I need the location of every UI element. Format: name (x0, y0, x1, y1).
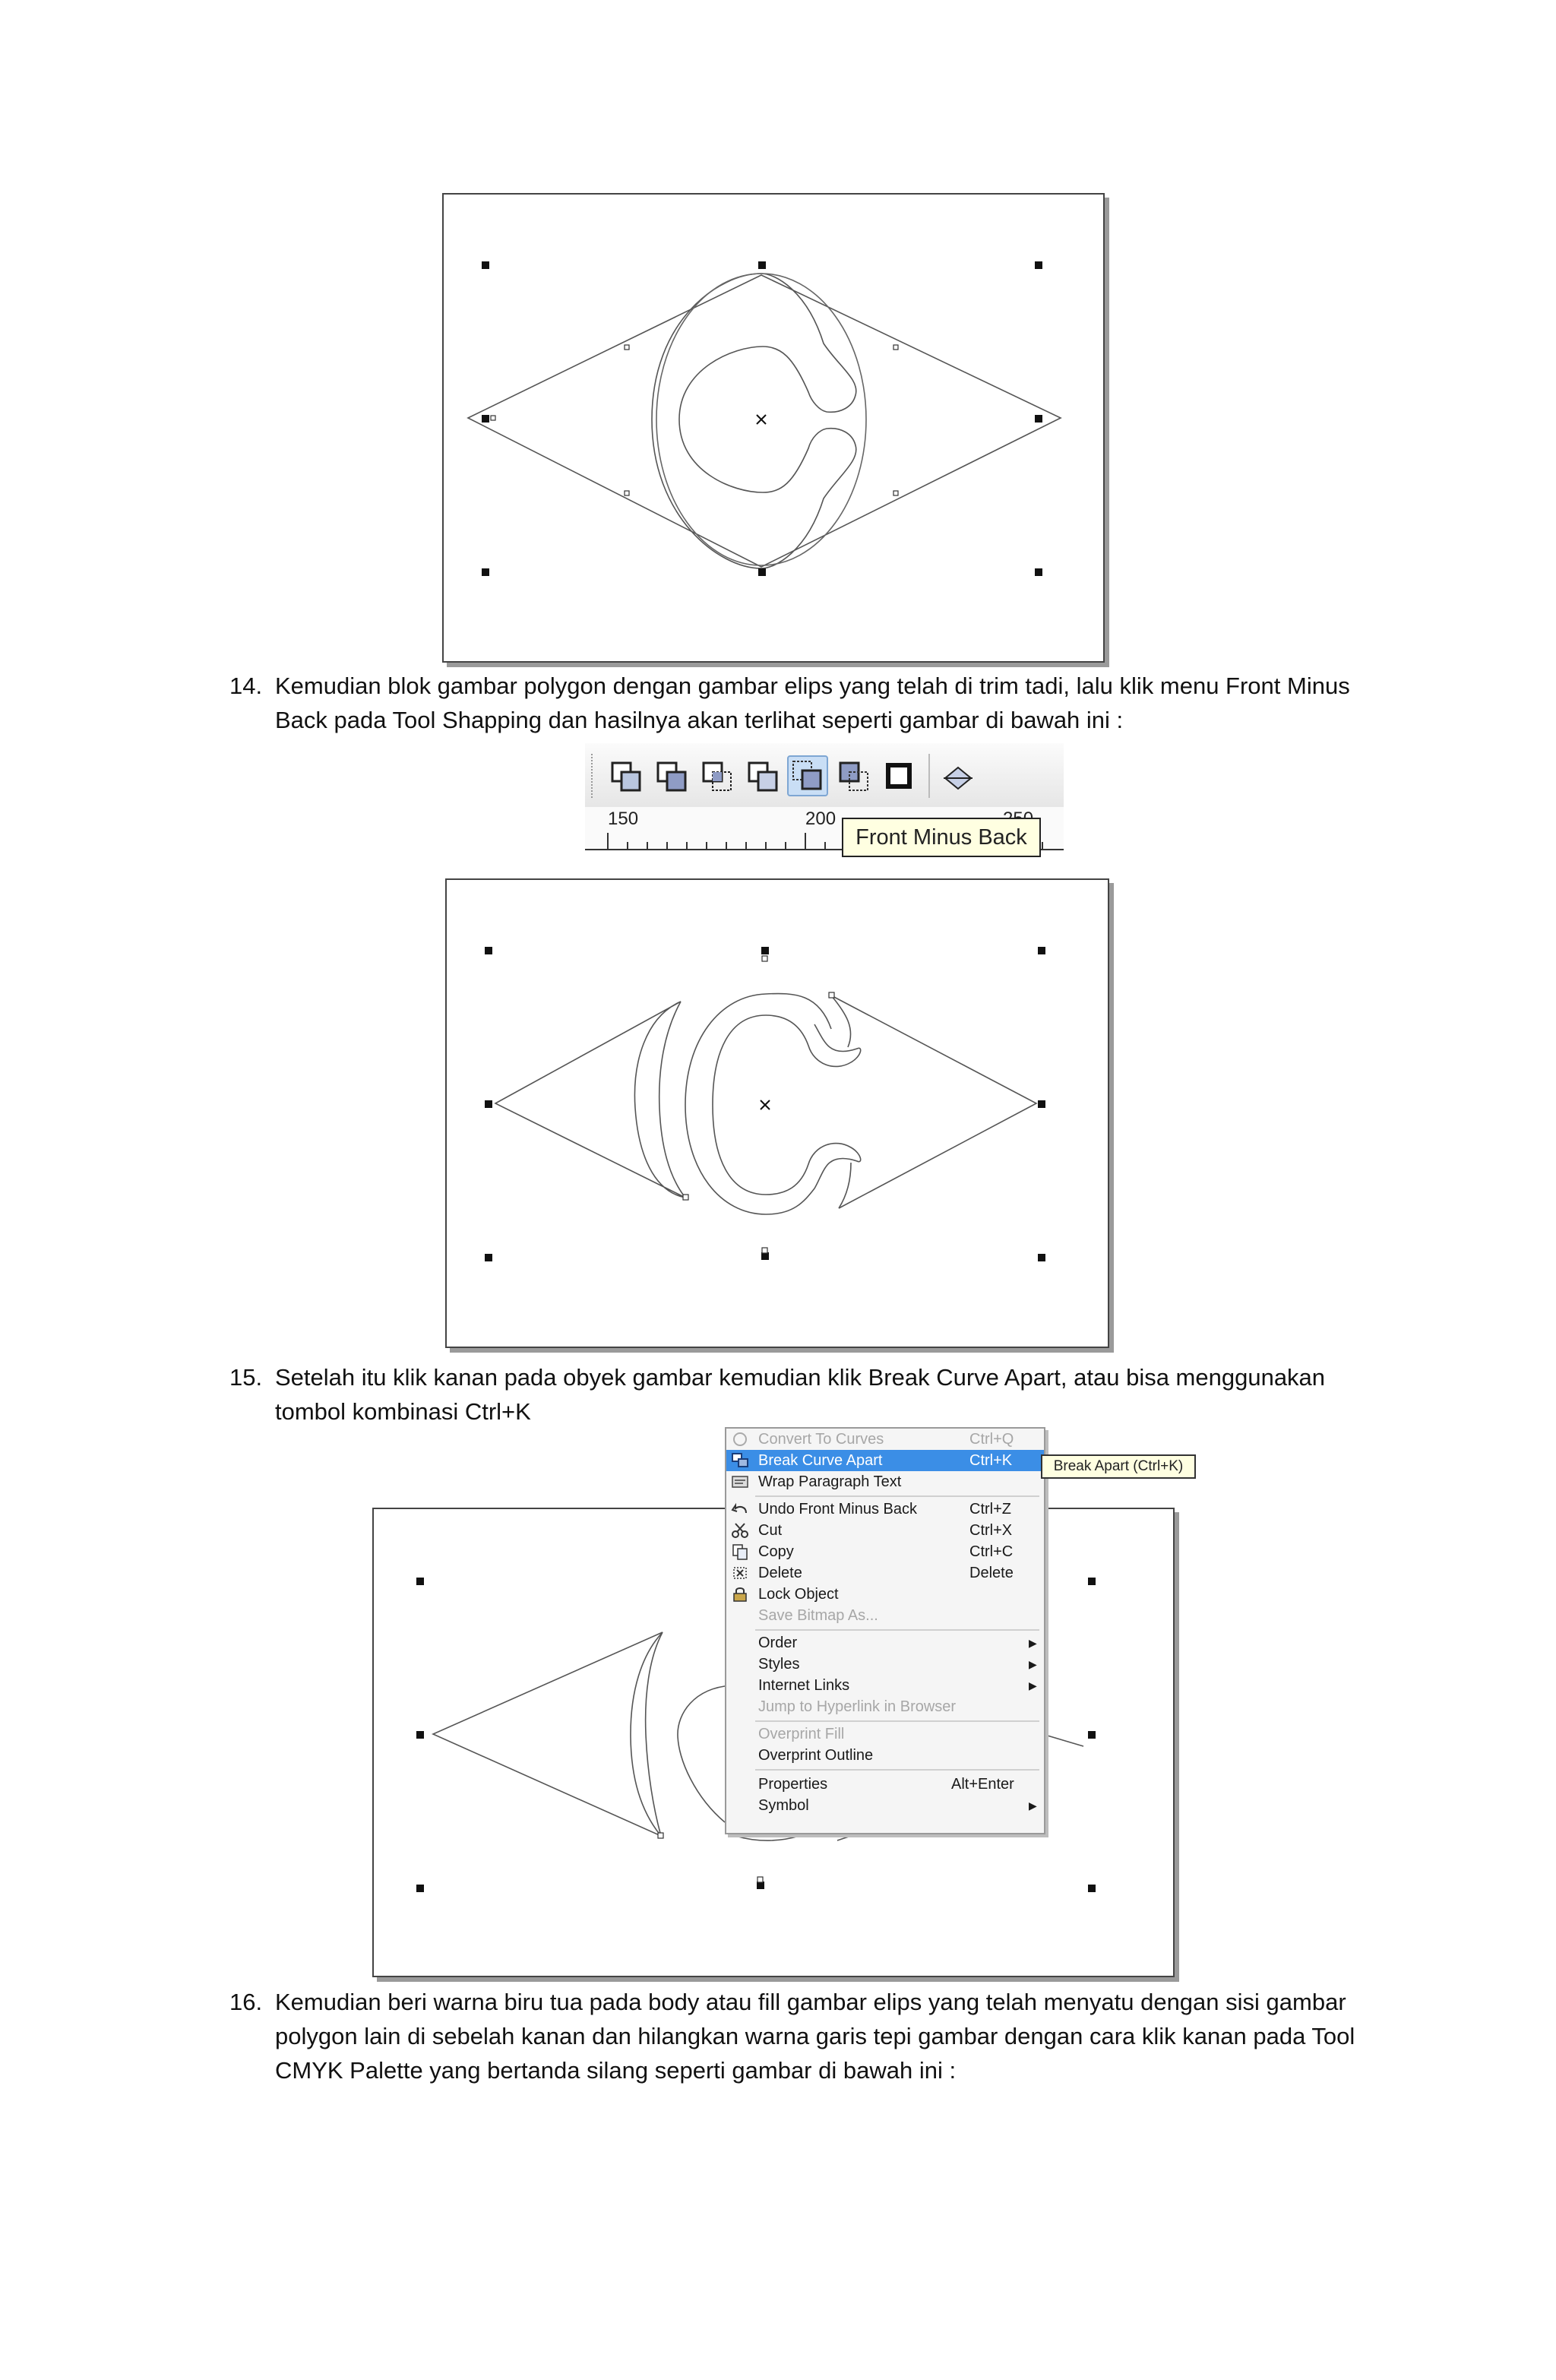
step-text: Kemudian beri warna biru tua pada body atau fill gambar elips yang telah menyatu dengan sisi gambar polygon lain di sebelah kanan dan hilangkan warna garis tepi gambar dengan cara klik kanan pada Tool CMYK Palette yang bertanda silang seperti gambar di bawah ini : (275, 1989, 1355, 2084)
shaping-docker-icon[interactable] (939, 757, 977, 795)
toolbar-grip[interactable] (591, 754, 597, 798)
left-inner-curve (646, 1632, 663, 1836)
drawing-canvas (444, 195, 1103, 661)
ruler-label: 150 (608, 809, 639, 829)
menu-item-properties[interactable]: Properties Alt+Enter (758, 1776, 1014, 1793)
menu-item-wrap-paragraph-text[interactable]: Wrap Paragraph Text (726, 1471, 1044, 1492)
right-upper-curve (831, 995, 851, 1047)
trim-icon[interactable] (652, 757, 690, 795)
back-minus-front-icon[interactable] (834, 757, 872, 795)
node-points[interactable] (683, 956, 834, 1253)
c-shape[interactable] (685, 994, 861, 1214)
weld-icon[interactable] (606, 757, 644, 795)
step-14 (229, 669, 1415, 739)
menu-item-overprint-outline[interactable]: Overprint Outline (758, 1747, 874, 1764)
break-apart-icon (731, 1452, 749, 1469)
menu-item-overprint-fill[interactable]: Overprint Fill (758, 1726, 845, 1742)
break-apart-tooltip: Break Apart (Ctrl+K) (1041, 1454, 1196, 1479)
node-points[interactable] (658, 1833, 763, 1882)
step-text: Setelah itu klik kanan pada obyek gambar kemudian klik Break Curve Apart, atau bisa menggunakan tombol kombinasi Ctrl+K (275, 1364, 1326, 1425)
toolbar-separator (928, 754, 930, 798)
menu-item-save-bitmap-as[interactable]: Save Bitmap As... (758, 1607, 878, 1624)
right-lower-curve (839, 1163, 851, 1208)
context-menu[interactable] (725, 1427, 1045, 1834)
figure-front-minus-back-result (445, 878, 1109, 1348)
step-number: 14. (229, 673, 263, 699)
node-points[interactable] (491, 345, 898, 495)
submenu-arrow-icon: ▶ (1029, 1637, 1037, 1649)
center-mark (757, 415, 766, 424)
left-polygon-part[interactable] (495, 1002, 685, 1198)
copy-icon (731, 1543, 749, 1560)
step-text: Kemudian blok gambar polygon dengan gambar elips yang telah di trim tadi, lalu klik menu Front Minus Back pada Tool Shapping dan hasilnya akan terlihat seperti gambar di bawah ini : (275, 673, 1350, 733)
undo-icon (731, 1501, 749, 1518)
menu-separator (755, 1720, 1039, 1722)
menu-item-symbol[interactable]: Symbol ▶ (726, 1795, 1044, 1816)
wrap-text-icon (731, 1473, 749, 1490)
center-mark (761, 1100, 770, 1109)
toolbar-strip (585, 743, 1064, 808)
menu-separator (755, 1629, 1039, 1631)
drawing-canvas (447, 880, 1108, 1347)
menu-item-convert-to-curves[interactable]: Convert To Curves Ctrl+Q (726, 1429, 1044, 1450)
convert-curves-icon (731, 1431, 749, 1448)
menu-item-jump-to-hyperlink[interactable]: Jump to Hyperlink in Browser (758, 1698, 957, 1715)
front-minus-back-icon[interactable] (787, 755, 828, 796)
right-polygon-part[interactable] (1042, 1734, 1083, 1746)
menu-item-delete[interactable]: Delete Delete (726, 1562, 1044, 1584)
menu-item-break-curve-apart[interactable]: Break Curve Apart Ctrl+K (726, 1450, 1044, 1471)
polygon-shape[interactable] (468, 275, 1061, 567)
menu-separator (755, 1495, 1039, 1497)
figure-ellipse-polygon-selected (442, 193, 1105, 663)
menu-item-cut[interactable]: Cut Ctrl+X (726, 1520, 1044, 1541)
c-shape[interactable] (652, 274, 856, 568)
intersect-icon[interactable] (697, 757, 735, 795)
delete-icon (731, 1565, 749, 1581)
submenu-arrow-icon: ▶ (1029, 1679, 1037, 1692)
menu-item-order[interactable]: Order ▶ (726, 1632, 1044, 1654)
left-polygon-part[interactable] (433, 1632, 663, 1836)
menu-item-internet-links[interactable]: Internet Links ▶ (726, 1675, 1044, 1696)
menu-item-styles[interactable]: Styles ▶ (726, 1654, 1044, 1675)
menu-item-undo[interactable]: Undo Front Minus Back Ctrl+Z (726, 1499, 1044, 1520)
simplify-icon[interactable] (743, 757, 781, 795)
submenu-arrow-icon: ▶ (1029, 1658, 1037, 1670)
lock-icon (731, 1586, 749, 1603)
right-polygon-part[interactable] (831, 995, 1036, 1208)
menu-separator (755, 1769, 1039, 1771)
step-15 (229, 1360, 1415, 1430)
ruler-label: 200 (805, 809, 837, 829)
boundary-icon[interactable] (880, 757, 918, 795)
step-number: 16. (229, 1989, 263, 2015)
scissors-icon (731, 1522, 749, 1539)
front-minus-back-tooltip: Front Minus Back (842, 818, 1041, 857)
step-16 (229, 1985, 1415, 2090)
c-shape-fragment[interactable] (678, 1685, 731, 1822)
menu-item-copy[interactable]: Copy Ctrl+C (726, 1541, 1044, 1562)
step-number: 15. (229, 1364, 263, 1391)
menu-item-lock-object[interactable]: Lock Object (726, 1584, 1044, 1605)
c-shape-bottom (735, 1836, 799, 1840)
left-inner-curve (659, 1002, 685, 1198)
right-polygon-fragment (837, 1834, 855, 1840)
submenu-arrow-icon: ▶ (1029, 1799, 1037, 1812)
